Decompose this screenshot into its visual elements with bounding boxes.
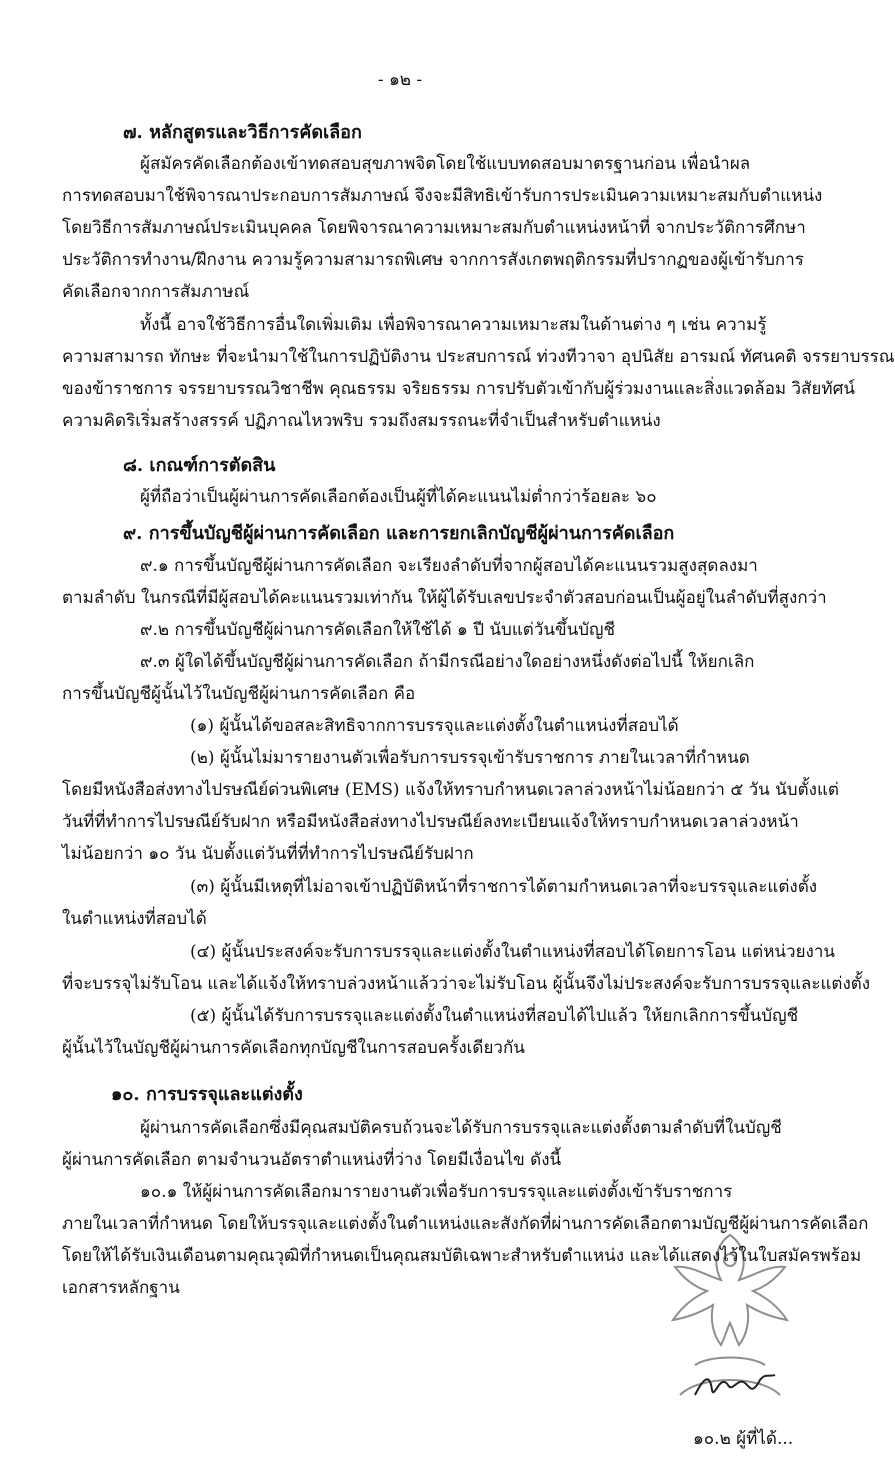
paragraph-line: ของข้าราชการ จรรยาบรรณวิชาชีพ คุณธรรม จริยธรรม การปรับตัวเข้ากับผู้ร่วมงานและสิ่งแวดล้อม วิสัยทัศน์ [62, 379, 856, 399]
paragraph-line: ทั้งนี้ อาจใช้วิธีการอื่นใดเพิ่มเติม เพื่อพิจารณาความเหมาะสมในด้านต่าง ๆ เช่น ความรู้ [140, 315, 767, 335]
paragraph-line: ผู้ผ่านการคัดเลือกซึ่งมีคุณสมบัติครบถ้วนจะได้รับการบรรจุและแต่งตั้งตามลำดับที่ในบัญชี [140, 1118, 782, 1138]
paragraph-line: ๙.๑ การขึ้นบัญชีผู้ผ่านการคัดเลือก จะเรียงลำดับที่จากผู้สอบได้คะแนนรวมสูงสุดลงมา [140, 556, 758, 576]
list-item: (๔) ผู้นั้นประสงค์จะรับการบรรจุและแต่งตั้งในตำแหน่งที่สอบได้โดยการโอน แต่หน่วยงาน [190, 942, 836, 962]
continuation-text: ๑๐.๒ ผู้ที่ได้... [693, 1429, 794, 1449]
list-item: (๕) ผู้นั้นได้รับการบรรจุและแต่งตั้งในตำแหน่งที่สอบได้ไปแล้ว ให้ยกเลิกการขึ้นบัญชี [190, 1006, 799, 1026]
paragraph-line: ผู้ที่ถือว่าเป็นผู้ผ่านการคัดเลือกต้องเป็นผู้ที่ได้คะแนนไม่ต่ำกว่าร้อยละ ๖๐ [140, 487, 657, 507]
list-item: (๑) ผู้นั้นได้ขอสละสิทธิจากการบรรจุและแต่งตั้งในตำแหน่งที่สอบได้ [190, 716, 679, 736]
paragraph-line: ในตำแหน่งที่สอบได้ [62, 909, 207, 929]
list-item: (๒) ผู้นั้นไม่มารายงานตัวเพื่อรับการบรรจุเข้ารับราชการ ภายในเวลาที่กำหนด [190, 748, 750, 768]
paragraph-line: ๑๐.๑ ให้ผู้ผ่านการคัดเลือกมารายงานตัวเพื่อรับการบรรจุและแต่งตั้งเข้ารับราชการ [140, 1182, 733, 1202]
paragraph-line: โดยมีหนังสือส่งทางไปรษณีย์ด่วนพิเศษ (EMS) แจ้งให้ทราบกำหนดเวลาล่วงหน้าไม่น้อยกว่า ๕ วัน นับตั้งแต่ [62, 780, 839, 800]
paragraph-line: ๙.๒ การขึ้นบัญชีผู้ผ่านการคัดเลือกให้ใช้ได้ ๑ ปี นับแต่วันขึ้นบัญชี [140, 620, 616, 640]
page-number: - ๑๒ - [377, 70, 423, 90]
paragraph-line: โดยวิธีการสัมภาษณ์ประเมินบุคคล โดยพิจารณาความเหมาะสมกับตำแหน่งหน้าที่ จากประวัติการศึกษา [62, 218, 806, 238]
paragraph-line: ภายในเวลาที่กำหนด โดยให้บรรจุและแต่งตั้งในตำแหน่งและสังกัดที่ผ่านการคัดเลือกตามบัญชีผู้ผ่านการคัดเลือก [62, 1214, 869, 1234]
paragraph-line: ความสามารถ ทักษะ ที่จะนำมาใช้ในการปฏิบัติงาน ประสบการณ์ ท่วงทีวาจา อุปนิสัย อารมณ์ ทัศนคติ จรรยาบรรณ [62, 347, 895, 367]
paragraph-line: การขึ้นบัญชีผู้นั้นไว้ในบัญชีผู้ผ่านการคัดเลือก คือ [62, 684, 416, 704]
paragraph-line: ไม่น้อยกว่า ๑๐ วัน นับตั้งแต่วันที่ที่ทำการไปรษณีย์รับฝาก [62, 844, 474, 864]
paragraph-line: ๙.๓ ผู้ใดได้ขึ้นบัญชีผู้ผ่านการคัดเลือก ถ้ามีกรณีอย่างใดอย่างหนึ่งดังต่อไปนี้ ให้ยกเลิก [140, 652, 755, 672]
section-10-heading: ๑๐. การบรรจุและแต่งตั้ง [111, 1084, 303, 1105]
paragraph-line: ตามลำดับ ในกรณีที่มีผู้สอบได้คะแนนรวมเท่ากัน ให้ผู้ได้รับเลขประจำตัวสอบก่อนเป็นผู้อยู่ในลำดับที่สูงกว่า [62, 588, 827, 608]
paragraph-line: ความคิดริเริ่มสร้างสรรค์ ปฏิภาณไหวพริบ รวมถึงสมรรถนะที่จำเป็นสำหรับตำแหน่ง [62, 411, 661, 431]
paragraph-line: โดยให้ได้รับเงินเดือนตามคุณวุฒิที่กำหนดเป็นคุณสมบัติเฉพาะสำหรับตำแหน่ง และได้แสดงไว้ในใบสมัครพร้อม [62, 1246, 862, 1266]
paragraph-line: คัดเลือกจากการสัมภาษณ์ [62, 282, 250, 302]
section-9-heading: ๙. การขึ้นบัญชีผู้ผ่านการคัดเลือก และการยกเลิกบัญชีผู้ผ่านการคัดเลือก [123, 523, 675, 544]
signature-icon [690, 1365, 780, 1405]
paragraph-line: ผู้ผ่านการคัดเลือก ตามจำนวนอัตราตำแหน่งที่ว่าง โดยมีเงื่อนไข ดังนี้ [62, 1150, 562, 1170]
list-item: (๓) ผู้นั้นมีเหตุที่ไม่อาจเข้าปฏิบัติหน้าที่ราชการได้ตามกำหนดเวลาที่จะบรรจุและแต่งตั้ง [190, 877, 818, 897]
paragraph-line: ประวัติการทำงาน/ฝึกงาน ความรู้ความสามารถพิเศษ จากการสังเกตพฤติกรรมที่ปรากฏของผู้เข้ารับการ [62, 250, 804, 270]
section-7-heading: ๗. หลักสูตรและวิธีการคัดเลือก [123, 122, 362, 143]
paragraph-line: เอกสารหลักฐาน [62, 1278, 180, 1298]
paragraph-line: วันที่ที่ทำการไปรษณีย์รับฝาก หรือมีหนังสือส่งทางไปรษณีย์ลงทะเบียนแจ้งให้ทราบกำหนดเวลาล่วงหน้า [62, 812, 799, 832]
paragraph-line: ที่จะบรรจุไม่รับโอน และได้แจ้งให้ทราบล่วงหน้าแล้วว่าจะไม่รับโอน ผู้นั้นจึงไม่ประสงค์จะรับการบรรจุและแต่งตั้ง [62, 974, 871, 994]
paragraph-line: การทดสอบมาใช้พิจารณาประกอบการสัมภาษณ์ จึงจะมีสิทธิเข้ารับการประเมินความเหมาะสมกับตำแหน่ง [62, 186, 823, 206]
paragraph-line: ผู้สมัครคัดเลือกต้องเข้าทดสอบสุขภาพจิตโดยใช้แบบทดสอบมาตรฐานก่อน เพื่อนำผล [140, 154, 751, 174]
section-8-heading: ๘. เกณฑ์การตัดสิน [123, 455, 276, 476]
paragraph-line: ผู้นั้นไว้ในบัญชีผู้ผ่านการคัดเลือกทุกบัญชีในการสอบครั้งเดียวกัน [62, 1038, 525, 1058]
